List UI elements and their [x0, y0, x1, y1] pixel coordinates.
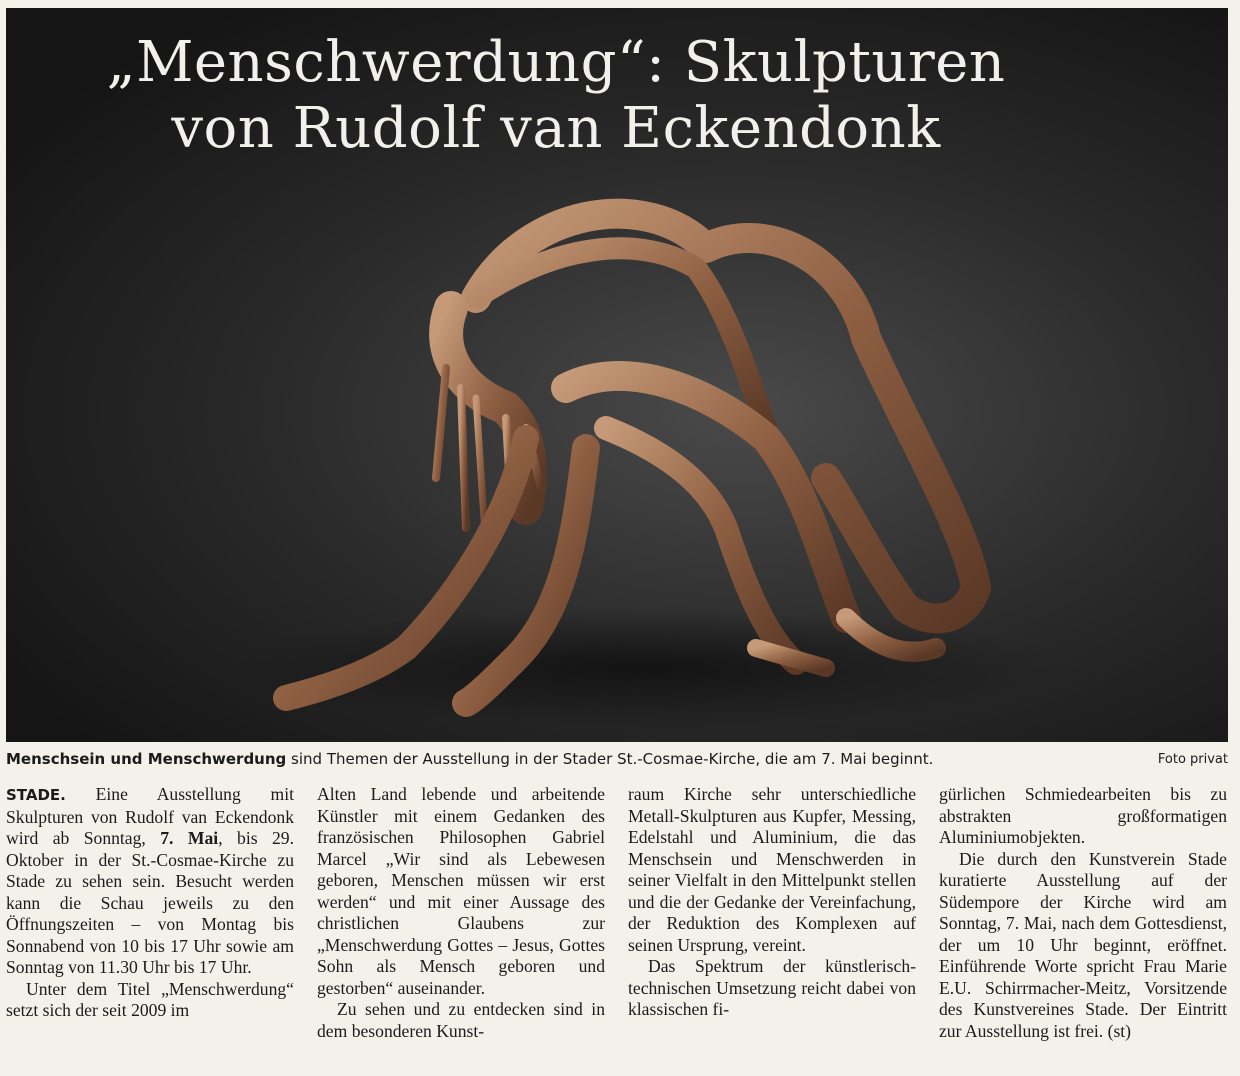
article-photo: [6, 8, 1228, 742]
paragraph: Das Spektrum der künstlerisch-technischen Umsetzung reicht dabei von klassischen fi-: [628, 956, 916, 1019]
article-body: [6, 784, 1228, 1070]
headline: [6, 30, 1106, 162]
paragraph: raum Kirche sehr unterschiedliche Metall-Skulpturen aus Kupfer, Messing, Edelstahl und Aluminium, die das Menschsein und Menschwerden in seiner Vielfalt in den Mittelpunkt stellen und die der Gedanke der Vereinfachung, der Reduktion des Komplexen auf seinen Ursprung, vereint.: [628, 784, 916, 955]
paragraph: Alten Land lebende und arbeitende Künstler mit einem Gedanken des französischen Philosophen Gabriel Marcel „Wir sind als Lebewesen geboren, Menschen müssen wir erst werden“ und mit einer Aussage des christlichen Glaubens zur „Menschwerdung Gottes – Jesus, Gottes Sohn als Mensch geboren und gestorben“ auseinander.: [317, 784, 605, 998]
paragraph: Zu sehen und zu entdecken sind in dem besonderen Kunst-: [317, 999, 605, 1041]
paragraph: Die durch den Kunstverein Stade kuratierte Ausstellung auf der Südempore der Kirche wird am Sonntag, 7. Mai, nach dem Gottesdienst, der um 10 Uhr beginnt, eröffnet. Einführende Worte spricht Frau Marie E.U. Schirrmacher-Meitz, Vorsitzende des Kunstvereines Stade. Der Eintritt zur Ausstellung ist frei. (st): [939, 848, 1227, 1041]
article-column-4: [939, 784, 1227, 1042]
headline-line-1: „Menschwerdung“: Skulpturen: [106, 30, 1006, 95]
photo-caption: [6, 750, 933, 768]
event-date: 7. Mai: [160, 828, 219, 848]
paragraph: gürlichen Schmiedearbeiten bis zu abstrakten großformatigen Aluminiumobjekten.: [939, 784, 1227, 847]
caption-bold: Menschsein und Menschwerdung: [6, 750, 287, 768]
article-column-3: [628, 784, 916, 1021]
paragraph-text: Eine Ausstellung mit Skulpturen von Rudolf van Eckendonk wird ab Sonntag,: [6, 784, 294, 848]
headline-line-2: von Rudolf van Eckendonk: [171, 96, 941, 161]
article-column-2: [317, 784, 605, 1042]
caption-rest: sind Themen der Ausstellung in der Stader St.-Cosmae-Kirche, die am 7. Mai beginnt.: [286, 750, 934, 768]
paragraph-text: , bis 29. Oktober in der St.-Cosmae-Kirche zu Stade zu sehen sein. Besucht werden kann die Schau jeweils zu den Öffnungszeiten – von Montag bis Sonnabend von 10 bis 17 Uhr sowie am Sonntag von 11.30 Uhr bis 17 Uhr.: [6, 828, 294, 977]
paragraph: Unter dem Titel „Menschwerdung“ setzt sich der seit 2009 im: [6, 978, 294, 1020]
photo-credit: Foto privat: [1157, 752, 1228, 767]
dateline: STADE.: [6, 786, 66, 804]
photo-caption-row: [6, 750, 1228, 774]
paragraph: [6, 784, 294, 979]
article-column-1: [6, 784, 294, 1022]
